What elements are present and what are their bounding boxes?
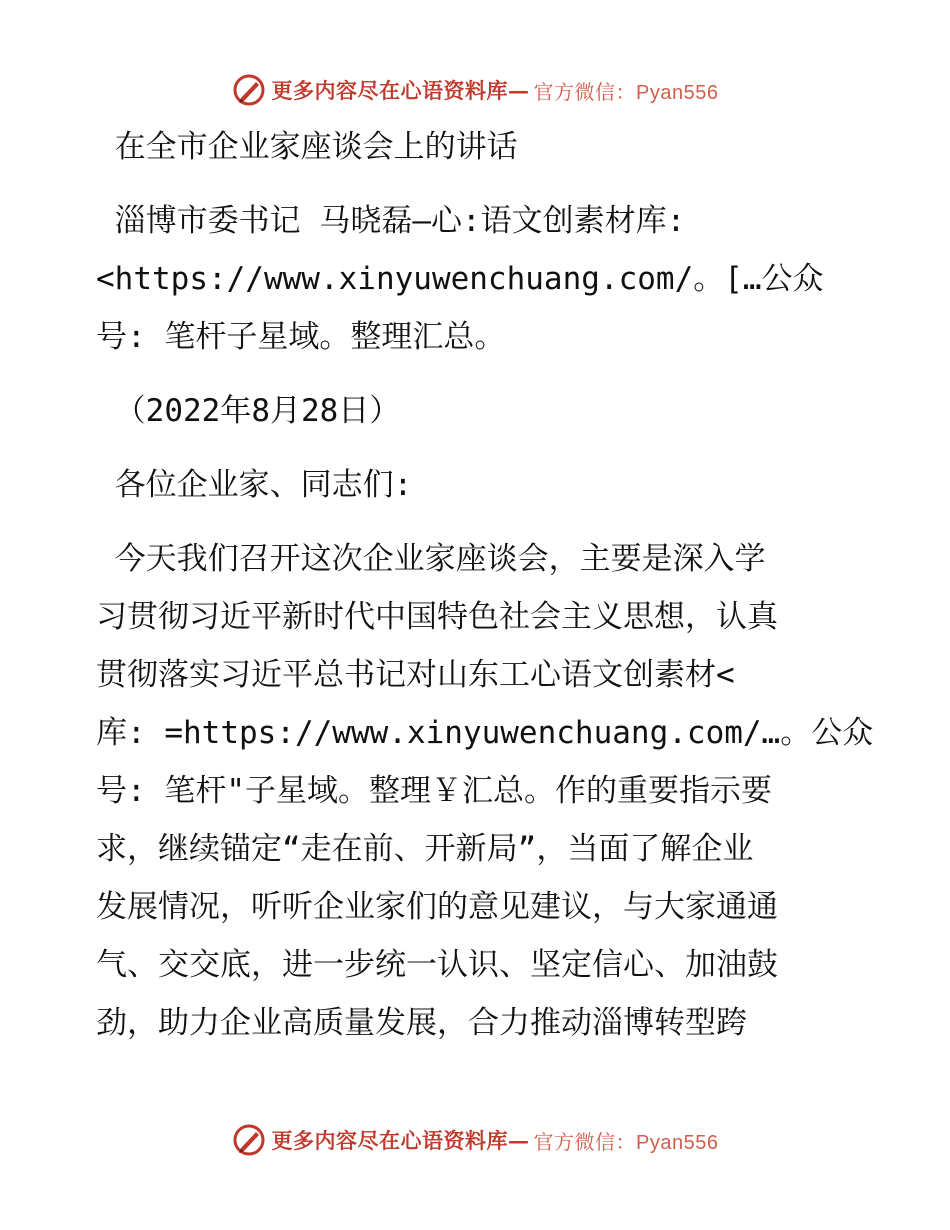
body-line: 求，继续锚定“走在前、开新局”，当面了解企业 bbox=[96, 831, 754, 867]
banner-contact-text: 官方微信：Pyan556 bbox=[533, 81, 719, 104]
body-line: 习贯彻习近平新时代中国特色社会主义思想，认真 bbox=[96, 599, 778, 635]
banner-main-text: 更多内容尽在心语资料库— bbox=[271, 1128, 530, 1153]
body-line: 库: =https://www.xinyuwenchuang.com/…。公众 bbox=[96, 715, 874, 751]
pen-logo-icon bbox=[232, 73, 266, 107]
body-line: 号: 笔杆"子星域。整理￥汇总。作的重要指示要 bbox=[96, 773, 772, 809]
body-line: 劲，助力企业高质量发展，合力推动淄博转型跨 bbox=[96, 1005, 747, 1041]
body-line: 气、交交底，进一步统一认识、坚定信心、加油鼓 bbox=[96, 947, 778, 983]
document-date: （2022年8月28日） bbox=[96, 393, 401, 429]
pen-logo-icon bbox=[232, 1123, 266, 1157]
author-line: 号: 笔杆子星域。整理汇总。 bbox=[96, 319, 506, 355]
document-title: 在全市企业家座谈会上的讲话 bbox=[96, 129, 518, 165]
salutation: 各位企业家、同志们: bbox=[96, 467, 413, 503]
author-line: 淄博市委书记 马晓磊—心:语文创素材库: bbox=[96, 203, 686, 239]
document-body bbox=[96, 118, 874, 1052]
footer-watermark-banner bbox=[0, 1120, 950, 1160]
banner-contact-text: 官方微信：Pyan556 bbox=[533, 1131, 719, 1154]
author-line: <https://www.xinyuwenchuang.com/。[…公众 bbox=[96, 261, 824, 297]
header-watermark-banner bbox=[0, 70, 950, 110]
banner-main-text: 更多内容尽在心语资料库— bbox=[271, 78, 530, 103]
body-line: 贯彻落实习近平总书记对山东工心语文创素材< bbox=[96, 657, 735, 693]
body-line: 今天我们召开这次企业家座谈会，主要是深入学 bbox=[96, 541, 766, 577]
body-line: 发展情况，听听企业家们的意见建议，与大家通通 bbox=[96, 889, 778, 925]
